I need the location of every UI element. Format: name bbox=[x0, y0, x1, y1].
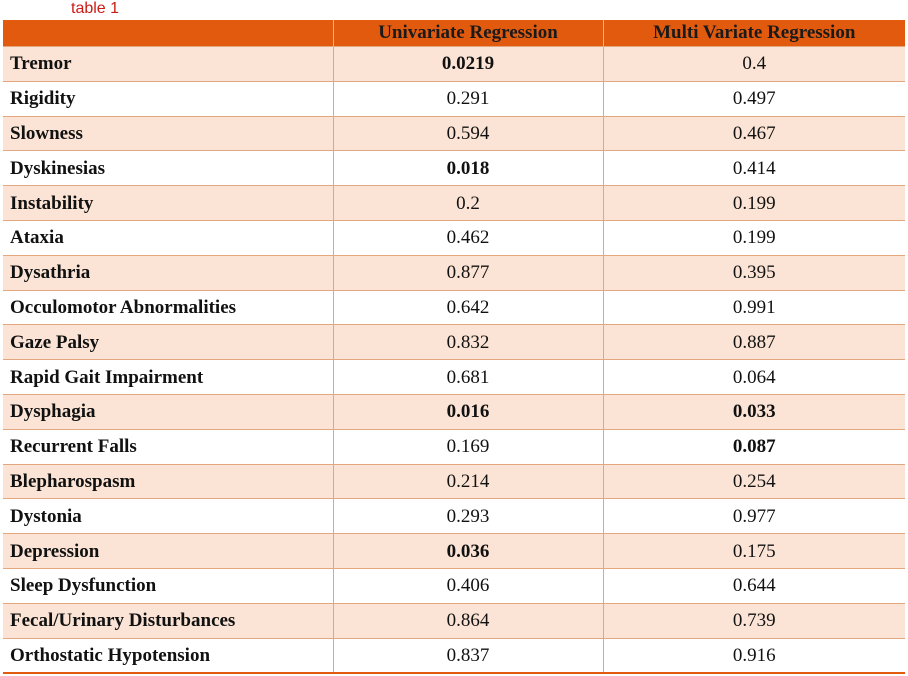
multivariate-value: 0.414 bbox=[603, 151, 905, 186]
multivariate-value: 0.497 bbox=[603, 81, 905, 116]
table-body bbox=[3, 47, 905, 674]
univariate-value: 0.018 bbox=[333, 151, 603, 186]
table-row bbox=[3, 638, 905, 673]
row-label: Tremor bbox=[3, 47, 333, 82]
univariate-value: 0.837 bbox=[333, 638, 603, 673]
row-label: Ataxia bbox=[3, 220, 333, 255]
row-label: Slowness bbox=[3, 116, 333, 151]
row-label: Occulomotor Abnormalities bbox=[3, 290, 333, 325]
table-row bbox=[3, 568, 905, 603]
multivariate-value: 0.199 bbox=[603, 186, 905, 221]
univariate-value: 0.169 bbox=[333, 429, 603, 464]
row-label: Fecal/Urinary Disturbances bbox=[3, 603, 333, 638]
multivariate-value: 0.087 bbox=[603, 429, 905, 464]
univariate-value: 0.462 bbox=[333, 220, 603, 255]
univariate-value: 0.681 bbox=[333, 360, 603, 395]
multivariate-value: 0.916 bbox=[603, 638, 905, 673]
row-label: Dyskinesias bbox=[3, 151, 333, 186]
row-label: Dysathria bbox=[3, 255, 333, 290]
univariate-value: 0.864 bbox=[333, 603, 603, 638]
row-label: Instability bbox=[3, 186, 333, 221]
row-label: Depression bbox=[3, 534, 333, 569]
multivariate-value: 0.395 bbox=[603, 255, 905, 290]
row-label: Gaze Palsy bbox=[3, 325, 333, 360]
header-row bbox=[3, 20, 905, 47]
header-multivariate: Multi Variate Regression bbox=[603, 20, 905, 47]
univariate-value: 0.214 bbox=[333, 464, 603, 499]
table-row bbox=[3, 603, 905, 638]
table-row bbox=[3, 325, 905, 360]
table-row bbox=[3, 534, 905, 569]
univariate-value: 0.036 bbox=[333, 534, 603, 569]
univariate-value: 0.832 bbox=[333, 325, 603, 360]
univariate-value: 0.291 bbox=[333, 81, 603, 116]
row-label: Orthostatic Hypotension bbox=[3, 638, 333, 673]
univariate-value: 0.293 bbox=[333, 499, 603, 534]
multivariate-value: 0.175 bbox=[603, 534, 905, 569]
table-caption: table 1 bbox=[71, 0, 120, 17]
univariate-value: 0.0219 bbox=[333, 47, 603, 82]
table-row bbox=[3, 290, 905, 325]
multivariate-value: 0.467 bbox=[603, 116, 905, 151]
row-label: Dystonia bbox=[3, 499, 333, 534]
table-row bbox=[3, 255, 905, 290]
multivariate-value: 0.4 bbox=[603, 47, 905, 82]
univariate-value: 0.2 bbox=[333, 186, 603, 221]
univariate-value: 0.016 bbox=[333, 394, 603, 429]
regression-table bbox=[3, 20, 905, 674]
table-row bbox=[3, 116, 905, 151]
multivariate-value: 0.644 bbox=[603, 568, 905, 603]
table-row bbox=[3, 220, 905, 255]
univariate-value: 0.406 bbox=[333, 568, 603, 603]
row-label: Blepharospasm bbox=[3, 464, 333, 499]
table-row bbox=[3, 47, 905, 82]
multivariate-value: 0.199 bbox=[603, 220, 905, 255]
univariate-value: 0.642 bbox=[333, 290, 603, 325]
table-row bbox=[3, 151, 905, 186]
multivariate-value: 0.977 bbox=[603, 499, 905, 534]
row-label: Rigidity bbox=[3, 81, 333, 116]
table-row bbox=[3, 499, 905, 534]
row-label: Recurrent Falls bbox=[3, 429, 333, 464]
row-label: Dysphagia bbox=[3, 394, 333, 429]
multivariate-value: 0.887 bbox=[603, 325, 905, 360]
table-row bbox=[3, 81, 905, 116]
univariate-value: 0.594 bbox=[333, 116, 603, 151]
table-row bbox=[3, 394, 905, 429]
multivariate-value: 0.739 bbox=[603, 603, 905, 638]
table-row bbox=[3, 464, 905, 499]
multivariate-value: 0.033 bbox=[603, 394, 905, 429]
header-univariate: Univariate Regression bbox=[333, 20, 603, 47]
table-row bbox=[3, 429, 905, 464]
table-row bbox=[3, 360, 905, 395]
multivariate-value: 0.064 bbox=[603, 360, 905, 395]
multivariate-value: 0.254 bbox=[603, 464, 905, 499]
row-label: Rapid Gait Impairment bbox=[3, 360, 333, 395]
table-row bbox=[3, 186, 905, 221]
row-label: Sleep Dysfunction bbox=[3, 568, 333, 603]
multivariate-value: 0.991 bbox=[603, 290, 905, 325]
header-blank bbox=[3, 20, 333, 47]
univariate-value: 0.877 bbox=[333, 255, 603, 290]
